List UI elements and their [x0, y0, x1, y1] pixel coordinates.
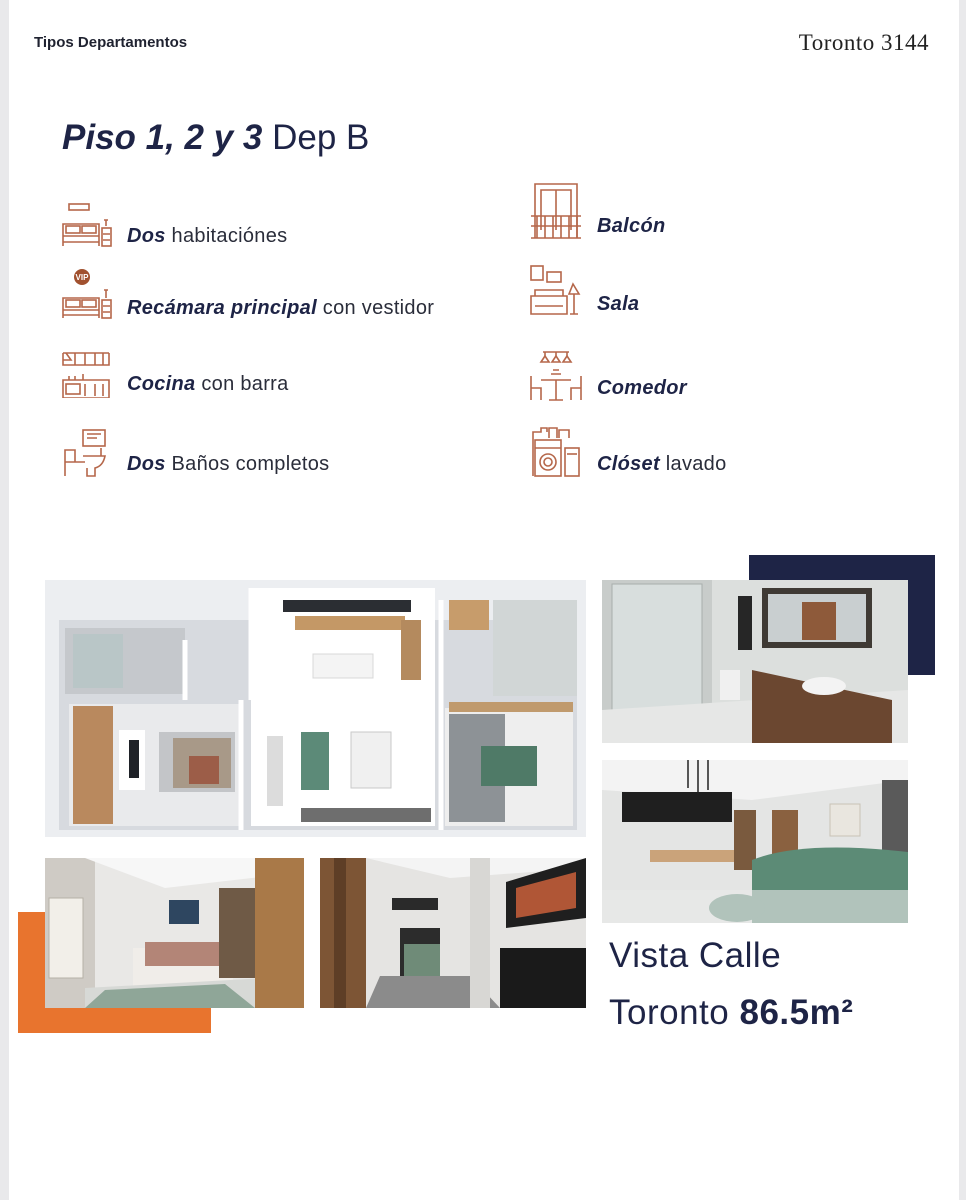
- master-bedroom-vip-icon: [61, 268, 113, 322]
- bathroom-render: [602, 580, 908, 743]
- brochure-page: [9, 0, 959, 1200]
- feature-master-bedroom-text: Recámara principal con vestidor: [127, 297, 435, 319]
- kitchen-living-render: [602, 760, 908, 923]
- feature-kitchen: [61, 338, 289, 398]
- bedroom-icon: [61, 202, 113, 250]
- bathroom-icon: [61, 428, 113, 478]
- living-room-icon: [529, 262, 583, 318]
- brand-logo-text: Toronto 3144: [798, 30, 929, 55]
- feature-bedrooms: [61, 190, 287, 250]
- view-label: Vista Calle: [609, 936, 782, 975]
- feature-living-room-text: Sala: [597, 293, 640, 315]
- dining-room-icon: [529, 350, 583, 402]
- title-floors: Piso 1, 2 y 3: [62, 118, 263, 157]
- unit-name: Toronto: [609, 993, 730, 1032]
- laundry-closet-icon: [529, 424, 583, 478]
- feature-kitchen-text: Cocina con barra: [127, 373, 289, 395]
- balcony-icon: [529, 180, 583, 240]
- page-title: [62, 118, 369, 158]
- unit-area: 86.5m²: [739, 993, 854, 1032]
- feature-balcony: [529, 176, 665, 240]
- feature-laundry-closet: [529, 418, 727, 478]
- kitchen-icon: [61, 348, 113, 398]
- unit-size: [609, 993, 853, 1033]
- feature-living-room: [529, 258, 639, 318]
- master-bedroom-render: [45, 858, 304, 1008]
- feature-dining-room: [529, 342, 687, 402]
- title-unit: Dep B: [262, 118, 370, 157]
- feature-bathrooms: [61, 418, 329, 478]
- feature-bedrooms-text: Dos habitaciónes: [127, 225, 288, 247]
- feature-dining-room-text: Comedor: [597, 377, 687, 399]
- floor-plan-render: [45, 580, 586, 837]
- feature-balcony-text: Balcón: [597, 215, 666, 237]
- vip-badge-text: VIP: [75, 273, 89, 282]
- feature-laundry-closet-text: Clóset lavado: [597, 453, 727, 475]
- section-label: Tipos Departamentos: [34, 34, 188, 51]
- feature-master-bedroom: [61, 260, 434, 322]
- feature-bathrooms-text: Dos Baños completos: [127, 453, 330, 475]
- bedroom-render: [320, 858, 586, 1008]
